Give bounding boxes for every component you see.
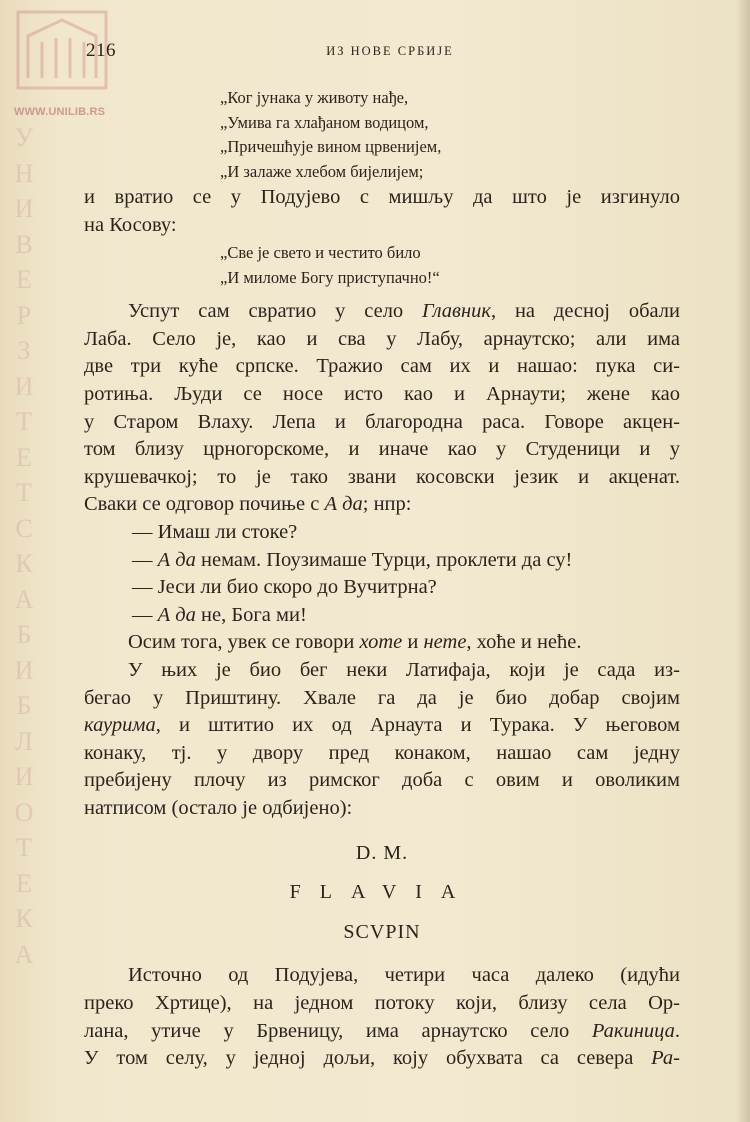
text-run: Осим тога, увек се говори [128,631,360,654]
watermark-letter: И [14,371,34,401]
watermark-letter: В [15,229,33,259]
text-run: — [132,548,158,571]
watermark-vertical-text [12,120,36,972]
watermark-letter: А [14,939,34,969]
text-line [84,298,680,326]
text-run: и [402,631,424,654]
text-run: не, Бога ми! [195,603,307,626]
paragraph-2 [84,298,680,822]
text-run: , хоће и неће. [466,631,582,654]
watermark-letter: К [15,904,33,933]
text-line: бегао у Приштину. Хвале га да је био добар својим [84,686,680,709]
verse-line: „Ког јунака у животу нађе, [220,88,409,107]
watermark-letter: З [17,336,31,365]
text-line: Лаба. Село је, као и сва у Лабу, арнаутско; али има [84,327,680,350]
watermark-letter: Б [16,620,32,649]
text-run: Сваки се одговор почиње с [84,493,325,516]
emphasis: Ра- [651,1047,680,1070]
watermark-letter: Н [14,158,34,188]
verse-line: „И залаже хлебом бијелијем; [220,161,424,181]
page-number: 216 [86,40,116,61]
text-line: конаку, тј. у двору пред конаком, нашао сам једну [84,741,680,764]
watermark-letter: Б [16,691,32,720]
text-line: преко Хртице), на једном потоку који, близу села Ор- [84,992,680,1015]
emphasis: нете [423,631,467,654]
text-line: пребијену плочу из римског доба с овим и оволиким [84,769,680,792]
text-run: немам. Поузимаше Турци, проклети да су! [195,548,573,571]
place-name: Главник [422,300,491,323]
watermark-letter: Е [16,265,32,294]
watermark-letter: И [14,655,34,685]
roman-inscription [84,842,680,952]
text-line [84,1045,680,1073]
dialog-line: — Јеси ли био скоро до Вучитрна? [132,576,437,599]
watermark-letter: С [15,513,33,543]
text-line: крушевачкој; то је тако звани косовски језик и акценат. [84,465,680,488]
verse-stanza-2 [84,241,680,290]
watermark-letter: У [14,123,34,152]
text-line [84,1018,680,1046]
text-line: на Косову: [84,213,177,236]
text-line [84,712,680,740]
text-line: Источно од Подујева, четири часа далеко (идући [128,964,680,987]
emphasis: А да [157,548,196,571]
page-edge-shadow [736,0,750,1122]
inscription-line: SCVPIN [343,921,421,944]
emphasis: каурима [84,714,156,737]
paragraph-1 [84,184,680,239]
dialog-line [84,547,680,575]
watermark-letter: Р [16,300,32,330]
text-run: — [132,603,158,626]
dialog-line: — Имаш ли стоке? [132,520,298,543]
paragraph-5 [84,962,680,1072]
watermark-letter: О [14,797,34,827]
verse-line: „И миломе Богу приступачно!“ [220,267,440,287]
verse-line: „Све је свето и честито било [220,243,421,263]
watermark-letter: И [14,762,34,791]
text-run: Успут сам свратио у село [128,300,423,323]
watermark-letter: Е [16,442,32,472]
text-line [84,491,680,519]
watermark-letter: Е [16,868,32,898]
emphasis: А да [157,603,196,626]
emphasis: А да [324,493,363,516]
watermark-letter: Т [16,407,32,436]
text-line: натписом (остало је одбијено): [84,796,353,819]
text-line: У њих је био бег неки Латифаја, који је сада из- [128,658,680,681]
watermark-url: WWW.UNILIB.RS [14,106,106,118]
watermark-letter: И [14,194,34,223]
text-run: ; нпр: [362,493,412,516]
verse-line: „Умива га хлађаном водицом, [220,112,429,132]
watermark-letter: Т [16,478,32,507]
text-run: У том селу, у једној дољи, коју обухвата са севера [84,1047,652,1070]
text-run: лана, утиче у Брвеницу, има арнаутско село [84,1019,592,1042]
watermark-letter: Л [15,726,33,756]
watermark-letter: Т [16,833,32,862]
text-line: и вратио се у Подујево с мишљу да што је изгинуло [84,186,680,208]
watermark-letter: К [15,549,33,578]
text-line: ротиња. Људи се носе исто као и Арнаути; жене као [84,382,680,405]
text-line [84,629,680,657]
inscription-line: FLAVIA [289,881,475,904]
dialog-line [84,602,680,630]
watermark-letter: А [14,584,34,614]
text-line: две три куће српске. Тражио сам их и нашао: пука си- [84,355,680,378]
text-run: , на десној обали [490,300,680,323]
page-text [84,86,680,1073]
text-line: у Старом Влаху. Лепа и благородна раса. Говоре акцен- [84,410,680,433]
place-name: Ракиница [591,1019,675,1042]
verse-stanza-1 [84,86,680,184]
text-run: . [674,1019,680,1042]
running-title: ИЗ НОВЕ СРБИЈЕ [326,44,454,58]
text-run: , и штитио их од Арнаута и Турака. У његовом [155,714,680,737]
emphasis: хоте [359,631,403,654]
verse-line: „Причешћује вином црвенијем, [220,137,442,156]
text-line: том близу црногорскоме, и иначе као у Студеници и у [84,438,680,461]
inscription-line: D. M. [355,842,409,865]
